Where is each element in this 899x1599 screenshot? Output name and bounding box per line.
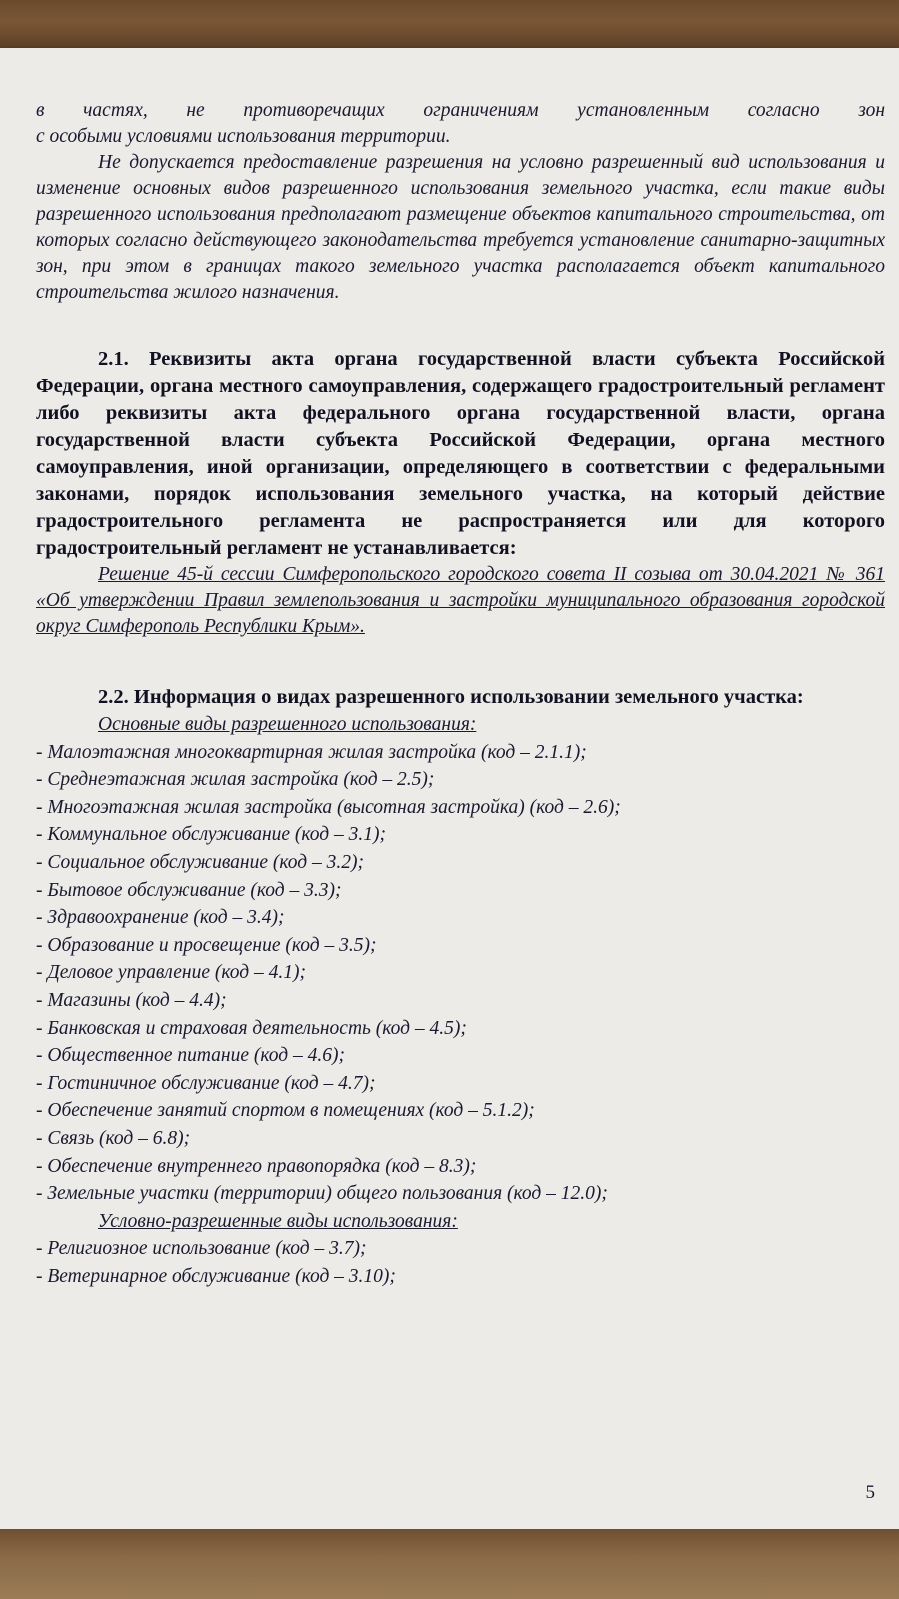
- list-item: - Обеспечение внутреннего правопорядка (код – 8.3);: [36, 1155, 477, 1177]
- list-item: - Среднеэтажная жилая застройка (код – 2.5);: [36, 769, 435, 791]
- list-item: - Малоэтажная многоквартирная жилая застройка (код – 2.1.1);: [36, 741, 587, 763]
- paragraph-restriction: Не допускается предоставление разрешения на условно разрешенный вид использования и изменение основных видов разрешенного использования земельного участка, если такие виды разрешенного использования предполагают размещение объектов капитального строительства, от которых согласно действующего законодательства требуется установление санитарно-защитных зон, при этом в границах такого земельного участка располагается объект капитального строительства жилого назначения.: [36, 152, 885, 303]
- page-content: [36, 98, 885, 1290]
- list-item: - Обеспечение занятий спортом в помещениях (код – 5.1.2);: [36, 1100, 535, 1122]
- document-page: [0, 48, 899, 1548]
- list-item: - Религиозное использование (код – 3.7);: [36, 1238, 367, 1260]
- list-item: - Магазины (код – 4.4);: [36, 989, 227, 1011]
- section-2-2-heading: 2.2. Информация о видах разрешенного использовании земельного участка:: [98, 686, 804, 708]
- main-uses-title: Основные виды разрешенного использования:: [98, 714, 477, 735]
- list-item: - Деловое управление (код – 4.1);: [36, 962, 306, 984]
- paragraph-continuation-line2: с особыми условиями использования территории.: [36, 126, 451, 147]
- main-uses-list: [36, 739, 885, 1208]
- paragraph-continuation-line1: в частях, не противоречащих ограничениям установленным согласно зон: [36, 100, 885, 121]
- conditional-uses-title: Условно-разрешенные виды использования:: [98, 1210, 458, 1232]
- list-item: - Гостиничное обслуживание (код – 4.7);: [36, 1072, 376, 1094]
- list-item: - Коммунальное обслуживание (код – 3.1);: [36, 824, 387, 846]
- list-item: - Социальное обслуживание (код – 3.2);: [36, 851, 364, 873]
- page-number: 5: [865, 1482, 875, 1503]
- section-2-1-heading: 2.1. Реквизиты акта органа государственной власти субъекта Российской Федерации, органа местного самоуправления, содержащего градостроительный регламент либо реквизиты акта федерального органа государственной власти, органа государственной власти субъекта Российской Федерации, органа местного самоуправления, иной организации, определяющего в соответствии с федеральными законами, порядок использования земельного участка, на который действие градостроительного регламента не распространяется или для которого градостроительный регламент не устанавливается:: [36, 348, 885, 559]
- list-item: - Общественное питание (код – 4.6);: [36, 1045, 345, 1067]
- conditional-uses-list: [36, 1235, 885, 1290]
- list-item: - Земельные участки (территории) общего пользования (код – 12.0);: [36, 1183, 608, 1205]
- list-item: - Образование и просвещение (код – 3.5);: [36, 934, 377, 956]
- list-item: - Бытовое обслуживание (код – 3.3);: [36, 879, 342, 901]
- table-surface: [0, 1529, 899, 1599]
- list-item: - Многоэтажная жилая застройка (высотная застройка) (код – 2.6);: [36, 796, 621, 818]
- list-item: - Связь (код – 6.8);: [36, 1127, 191, 1149]
- list-item: - Банковская и страховая деятельность (код – 4.5);: [36, 1017, 467, 1039]
- list-item: - Ветеринарное обслуживание (код – 3.10);: [36, 1265, 396, 1287]
- list-item: - Здравоохранение (код – 3.4);: [36, 907, 285, 929]
- section-2-1-value: Решение 45-й сессии Симферопольского городского совета II созыва от 30.04.2021 № 361 «Об утверждении Правил землепользования и застройки муниципального образования городской округ Симферополь Республики Крым».: [36, 564, 885, 637]
